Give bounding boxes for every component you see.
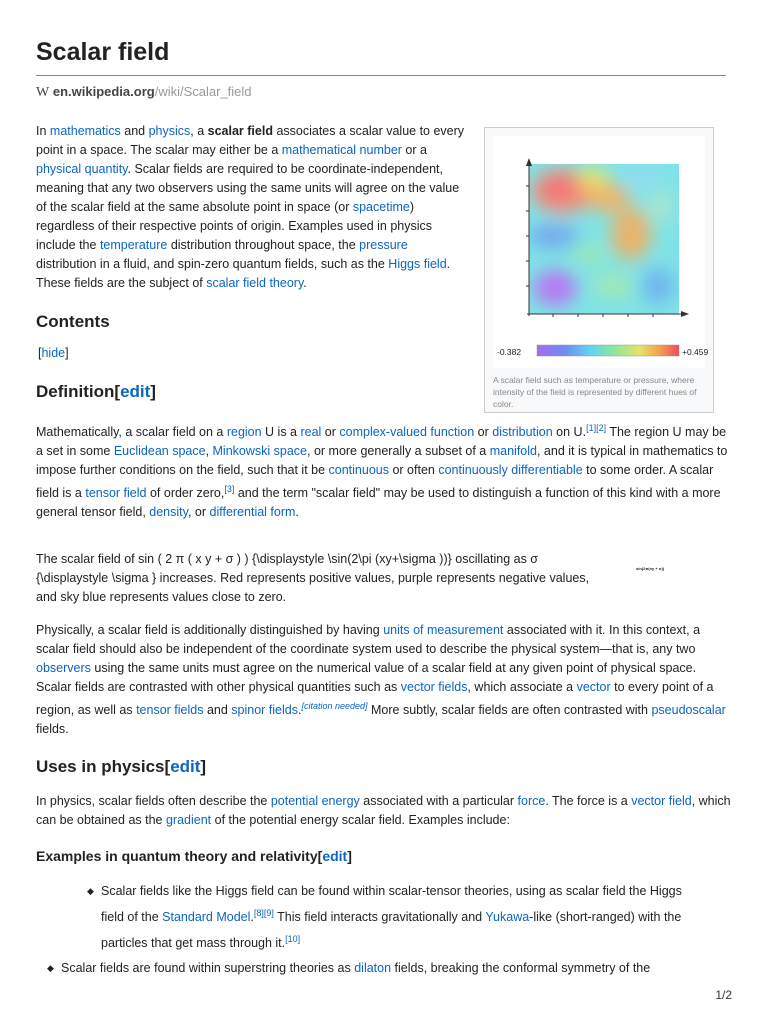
link-euclidean-space[interactable]: Euclidean space (113, 444, 206, 459)
x-axis-arrow (681, 311, 689, 317)
oscillating-field-figure-label: sin(2π(xy + σ)) (636, 566, 665, 571)
page-number: 1/2 (715, 988, 732, 1002)
link-complex-valued-function[interactable]: complex-valued function (339, 425, 475, 440)
definition-heading: Definition[edit] (36, 382, 156, 401)
wikipedia-w-icon: W (36, 85, 50, 100)
scalar-field-figure[interactable] (484, 127, 714, 413)
link-scalar-field-theory[interactable]: scalar field theory (206, 276, 304, 290)
hide-contents-link[interactable]: hide (41, 346, 66, 360)
source-domain[interactable]: en.wikipedia.org (52, 84, 155, 99)
link-vector[interactable]: vector (576, 680, 611, 694)
intro-paragraph: In mathematics and physics, a scalar field associates a scalar value to every point in a space. The scalar may either be a mathematical number or a physical quantity. Scalar fields are required to be coordinate-independent, meaning that any two observers using the same units will agree on the value of the scalar field at the same absolute point in space (or spacetime) regardless of their respective points of origin. Examples used in physics include the temperature distribution throughout space, the pressure distribution in a fluid, and spin-zero quantum fields, such as the Higgs field. These fields are the subject of scalar field theory. (36, 124, 465, 290)
link-potential-energy[interactable]: potential energy (270, 794, 360, 808)
list-item: ◆ Scalar fields like the Higgs field can be found within scalar-tensor theories, using as scalar field the Higgs field of the Standard Model.[8][9] This field interacts gravitationally and Yukawa-like (short-ranged) with the particles that get mass through it.[10] (101, 880, 701, 954)
link-pressure[interactable]: pressure (359, 238, 408, 252)
link-continuously-differentiable[interactable]: continuously differentiable (438, 463, 583, 478)
heatmap-area (527, 164, 679, 314)
link-continuous[interactable]: continuous (328, 463, 389, 478)
color-scale-max: +0.459 (682, 347, 709, 357)
link-region[interactable]: region (226, 425, 262, 440)
definition-paragraph-2: The scalar field of sin ( 2 π ( x y + σ ) ) {\displaystyle \sin(2\pi (xy+\sigma ))} oscillating as σ {\displaystyle \sigma } increases. Red represents positive values, purple represents negative values, and sky blue represents values close to zero. (36, 552, 590, 604)
contents-toggle: [hide] (38, 346, 69, 360)
link-distribution[interactable]: distribution (492, 425, 553, 440)
link-units-of-measurement[interactable]: units of measurement (383, 623, 504, 637)
link-observers[interactable]: observers (36, 661, 91, 675)
link-tensor-field[interactable]: tensor field (85, 486, 147, 501)
citation-10[interactable]: [10] (285, 934, 301, 945)
y-axis-arrow (526, 158, 532, 166)
quantum-heading: Examples in quantum theory and relativity[edit] (36, 848, 352, 864)
link-spacetime[interactable]: spacetime (352, 200, 410, 214)
citation-needed[interactable]: [citation needed] (301, 701, 368, 711)
link-tensor-fields[interactable]: tensor fields (136, 703, 204, 718)
link-pseudoscalar[interactable]: pseudoscalar (651, 703, 726, 718)
figure-caption: A scalar field such as temperature or pressure, where intensity of the field is represented by different hues of color. (493, 375, 697, 409)
link-manifold[interactable]: manifold (489, 444, 537, 459)
list-item: ◆ Scalar fields are found within superstring theories as dilaton fields, breaking the conformal symmetry of the (61, 957, 721, 979)
uses-edit-link[interactable]: edit (170, 757, 201, 776)
contents-heading: Contents (36, 312, 110, 331)
link-real[interactable]: real (300, 425, 322, 440)
uses-paragraph: In physics, scalar fields often describe the potential energy associated with a particular force. The force is a vector field, which can be obtained as the gradient of the potential energy scalar field. Examples include: (36, 794, 731, 827)
citation-3[interactable]: [3] (224, 484, 235, 495)
quantum-examples-list-2 (47, 957, 721, 979)
link-higgs-field[interactable]: Higgs field (388, 257, 447, 271)
link-yukawa[interactable]: Yukawa (485, 910, 530, 925)
scalar-field-heatmap (493, 136, 709, 368)
link-minkowski-space[interactable]: Minkowski space (212, 444, 307, 459)
citation-8-9[interactable]: [8][9] (253, 908, 274, 918)
quantum-examples-list-1 (87, 880, 701, 954)
link-force[interactable]: force (517, 794, 546, 808)
bullet-icon: ◆ (47, 963, 54, 973)
link-physics[interactable]: physics (148, 124, 191, 138)
uses-heading: Uses in physics[edit] (36, 757, 207, 776)
link-vector-field[interactable]: vector field (631, 794, 692, 808)
source-line (36, 84, 252, 101)
link-gradient[interactable]: gradient (165, 813, 212, 827)
link-mathematical-number[interactable]: mathematical number (281, 143, 402, 157)
definition-paragraph-3: Physically, a scalar field is additionally distinguished by having units of measurement associated with it. In this context, a scalar field should also be independent of the coordinate system used to describe the physical system—that is, any two observers using the same units must agree on the numerical value of a scalar field at any given point of physical space. Scalar fields are contrasted with other physical quantities such as vector fields, which associate a vector to every point of a region, as well as tensor fields and spinor fields.[citation needed] More subtly, scalar fields are often contrasted with pseudoscalar fields. (36, 623, 726, 737)
color-scale-bar (537, 345, 679, 356)
link-spinor-fields[interactable]: spinor fields (231, 703, 298, 718)
quantum-edit-link[interactable]: edit (322, 848, 348, 864)
source-path[interactable]: /wiki/Scalar_field (154, 84, 252, 99)
definition-paragraph-1: Mathematically, a scalar field on a region U is a real or complex-valued function or distribution on U.[1][2] The region U may be a set in some Euclidean space, Minkowski space, or more generally a subset of a manifold, and it is typical in mathematics to impose further conditions on the field, such that it be continuous or often continuously differentiable to some order. A scalar field is a tensor field of order zero,[3] and the term "scalar field" may be used to distinguish a function of this kind with a more general tensor field, density, or differential form. (36, 423, 728, 520)
link-differential-form[interactable]: differential form (209, 505, 296, 520)
link-density[interactable]: density (149, 505, 188, 520)
link-mathematics[interactable]: mathematics (49, 124, 121, 138)
link-vector-fields[interactable]: vector fields (400, 680, 468, 694)
link-standard-model[interactable]: Standard Model (162, 910, 251, 925)
page-title: Scalar field (36, 38, 170, 66)
link-temperature[interactable]: temperature (99, 238, 168, 252)
bullet-icon: ◆ (87, 886, 94, 896)
color-scale-min: -0.382 (497, 347, 522, 357)
figure-image (493, 136, 709, 368)
definition-edit-link[interactable]: edit (120, 382, 151, 401)
title-divider (36, 75, 726, 76)
link-physical-quantity[interactable]: physical quantity (36, 162, 128, 176)
link-dilaton[interactable]: dilaton (354, 961, 392, 975)
citation-1-2[interactable]: [1][2] (586, 423, 607, 433)
